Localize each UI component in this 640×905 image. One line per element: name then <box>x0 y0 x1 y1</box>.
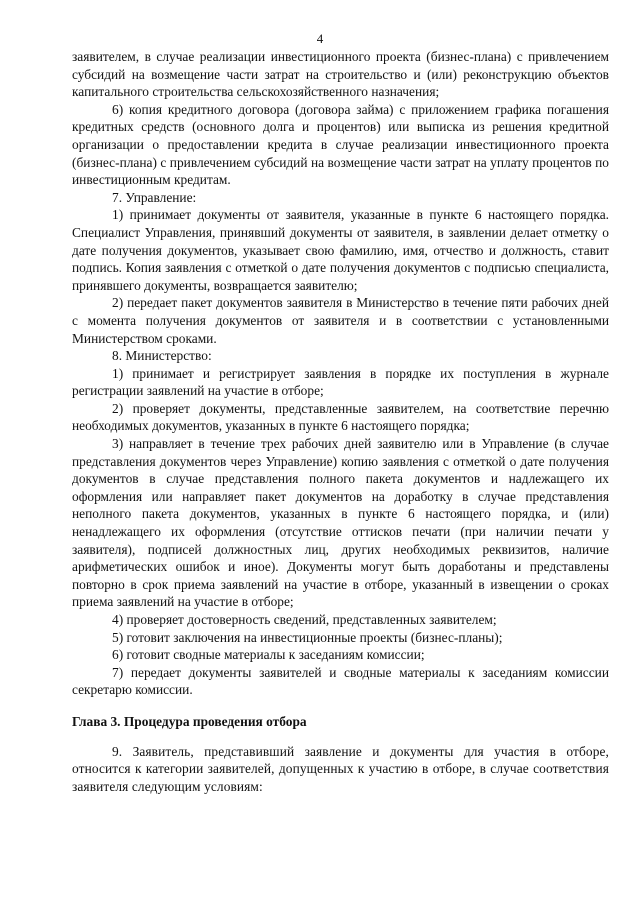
paragraph: 2) проверяет документы, представленные заявителем, на соответствие перечню необходимых документов, указанных в пункте 6 настоящего порядка; <box>72 400 609 434</box>
paragraph: 5) готовит заключения на инвестиционные проекты (бизнес-планы); <box>112 629 503 645</box>
paragraph: заявителем, в случае реализации инвестиционного проекта (бизнес-плана) с привлечением субсидий на возмещение части затрат на строительство и (или) реконструкцию объектов капитального строительства сельскохозяйственного назначения; <box>72 49 609 100</box>
paragraph: 4) проверяет достоверность сведений, представленных заявителем; <box>112 612 497 627</box>
paragraph: 9. Заявитель, представивший заявление и документы для участия в отборе, относится к категории заявителей, допущенных к участию в отборе, в случае соответствия заявителя следующим условиям: <box>72 743 609 794</box>
section-heading: 8. Министерство: <box>112 348 212 364</box>
page-number: 4 <box>316 31 324 46</box>
paragraph: 1) принимает документы от заявителя, указанные в пункте 6 настоящего порядка. Специалист Управления, принявший документы от заявителя, в заявлении делает отметку о дате получения документов, указывает свою фамилию, имя, отчество и должность, ставит подпись. Копия заявления с отметкой о дате получения документов с подписью специалиста, принявшего документы, возвращается заявителю; <box>72 207 609 293</box>
chapter-heading: Глава 3. Процедура проведения отбора <box>72 713 307 729</box>
paragraph: 6) готовит сводные материалы к заседаниям комиссии; <box>112 647 425 663</box>
paragraph: 2) передает пакет документов заявителя в Министерство в течение пяти рабочих дней с момента получения документов от заявителя и в соответствии с установленными Министерством сроками. <box>72 295 609 346</box>
paragraph: 3) направляет в течение трех рабочих дней заявителю или в Управление (в случае представления документов через Управление) копию заявления с отметкой о дате получения документов в случае представления полного пакета документов и надлежащего их оформления или направляет пакет документов на доработку в случае представления неполного пакета документов, указанных в пункте 6 настоящего порядка, и (или) ненадлежащего их оформления (отсутствие оттисков печати (при наличии печати у заявителя), подписей должностных лиц, других необходимых реквизитов, наличие арифметических ошибок и иное). Документы могут быть доработаны и представлены повторно в срок приема заявлений на участие в отборе, указанный в извещении о сроках приема заявлений на участие в отборе; <box>72 436 609 610</box>
document-body <box>72 48 609 795</box>
section-heading: 7. Управление: <box>112 189 197 205</box>
paragraph: 7) передает документы заявителей и сводные материалы к заседаниям комиссии секретарю комиссии. <box>72 664 609 698</box>
paragraph: 6) копия кредитного договора (договора займа) с приложением графика погашения кредитных средств (основного долга и процентов) или выписка из решения кредитной организации о предоставлении кредита в случае реализации инвестиционного проекта (бизнес-плана) с привлечением субсидий на возмещение части затрат на уплату процентов по инвестиционным кредитам. <box>72 101 609 188</box>
paragraph: 1) принимает и регистрирует заявления в порядке их поступления в журнале регистрации заявлений на участие в отборе; <box>72 365 609 399</box>
